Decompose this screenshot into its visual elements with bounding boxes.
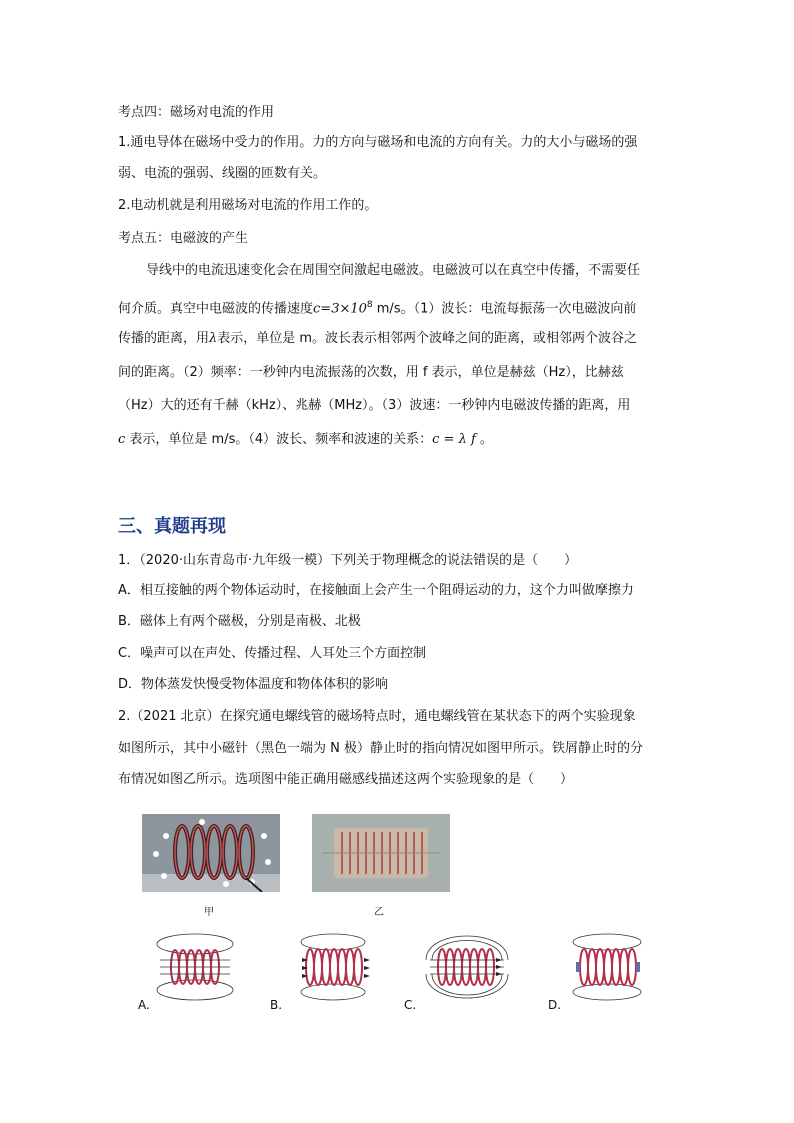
light-speed-exponent: 8 bbox=[366, 300, 373, 310]
caption-yi: 乙 bbox=[374, 907, 384, 918]
option-c-diagram bbox=[422, 930, 512, 1005]
kp5-line6-text-b: 表示，单位是 m/s。（4）波长、频率和波速的关系： bbox=[125, 432, 433, 447]
kp4-line1b: 弱、电流的强弱、线圈的匝数有关。 bbox=[118, 166, 327, 181]
c-symbol: c bbox=[118, 432, 126, 447]
option-b-label: B. bbox=[270, 998, 283, 1012]
kp5-title: 考点五：电磁波的产生 bbox=[118, 231, 249, 246]
option-a-label: A. bbox=[138, 998, 150, 1012]
q2-stem-line2: 如图所示，其中小磁针（黑色一端为 N 极）静止时的指向情况如图甲所示。铁屑静止时的分 bbox=[118, 741, 643, 756]
q2-stem-line3: 布情况如图乙所示。选项图中能正确用磁感线描述这两个实验现象的是（ ） bbox=[118, 772, 574, 787]
caption-jia: 甲 bbox=[204, 907, 214, 918]
q1-option-a: A．相互接触的两个物体运动时，在接触面上会产生一个阻碍运动的力，这个力叫做摩擦力 bbox=[118, 583, 634, 598]
q1-option-c: C．噪声可以在声处、传播过程、人耳处三个方面控制 bbox=[118, 646, 427, 661]
q1-option-d: D．物体蒸发快慢受物体温度和物体体积的影响 bbox=[118, 677, 389, 692]
q1-option-b: B．磁体上有两个磁极，分别是南极、北极 bbox=[118, 614, 361, 629]
kp5-line2-text-a: 何介质。真空中电磁波的传播速度 bbox=[118, 301, 314, 317]
kp5-para-line2 bbox=[118, 296, 636, 318]
kp5-line6-text-c: 。 bbox=[475, 432, 493, 447]
option-b-diagram bbox=[288, 930, 378, 1005]
q1-stem: 1．（2020·山东青岛市·九年级一模）下列关于物理概念的说法错误的是（ ） bbox=[118, 553, 578, 568]
option-a-diagram bbox=[150, 930, 240, 1005]
kp4-line2: 2.电动机就是利用磁场对电流的作用工作的。 bbox=[118, 198, 378, 213]
option-c-label: C. bbox=[404, 998, 417, 1012]
iron-filings-photo bbox=[312, 814, 450, 892]
section-heading: 三、真题再现 bbox=[118, 516, 226, 537]
kp4-line1a: 1.通电导体在磁场中受力的作用。力的方向与磁场和电流的方向有关。力的大小与磁场的强 bbox=[118, 135, 638, 150]
lambda-symbol: λ bbox=[209, 331, 218, 346]
q2-stem-line1: 2.（2021 北京）在探究通电螺线管的磁场特点时，通电螺线管在某状态下的两个实验现象 bbox=[118, 709, 636, 724]
option-d-diagram bbox=[562, 930, 652, 1005]
kp5-para-line5: （Hz）大的还有千赫（kHz）、兆赫（MHz）。（3）波速：一秒钟内电磁波传播的距离，用 bbox=[118, 398, 631, 413]
kp5-line3-text-b: 表示，单位是 m。波长表示相邻两个波峰之间的距离，或相邻两个波谷之 bbox=[217, 331, 638, 346]
wave-relation-formula: c = λ f bbox=[432, 432, 476, 447]
solenoid-compass-photo bbox=[142, 814, 280, 892]
kp4-title: 考点四：磁场对电流的作用 bbox=[118, 105, 275, 120]
option-d-label: D. bbox=[548, 998, 562, 1012]
kp5-para-line6 bbox=[118, 431, 493, 449]
light-speed-formula: c=3×10 bbox=[313, 301, 367, 317]
kp5-para-line4: 间的距离。（2）频率：一秒钟内电流振荡的次数，用 f 表示，单位是赫兹（Hz），比赫兹 bbox=[118, 365, 624, 380]
kp5-para-line3 bbox=[118, 330, 637, 348]
kp5-line3-text-a: 传播的距离，用 bbox=[118, 331, 210, 346]
kp5-line2-text-b: m/s。（1）波长：电流每振荡一次电磁波向前 bbox=[372, 301, 637, 317]
kp5-para-line1: 导线中的电流迅速变化会在周围空间激起电磁波。电磁波可以在真空中传播，不需要任 bbox=[146, 263, 641, 278]
